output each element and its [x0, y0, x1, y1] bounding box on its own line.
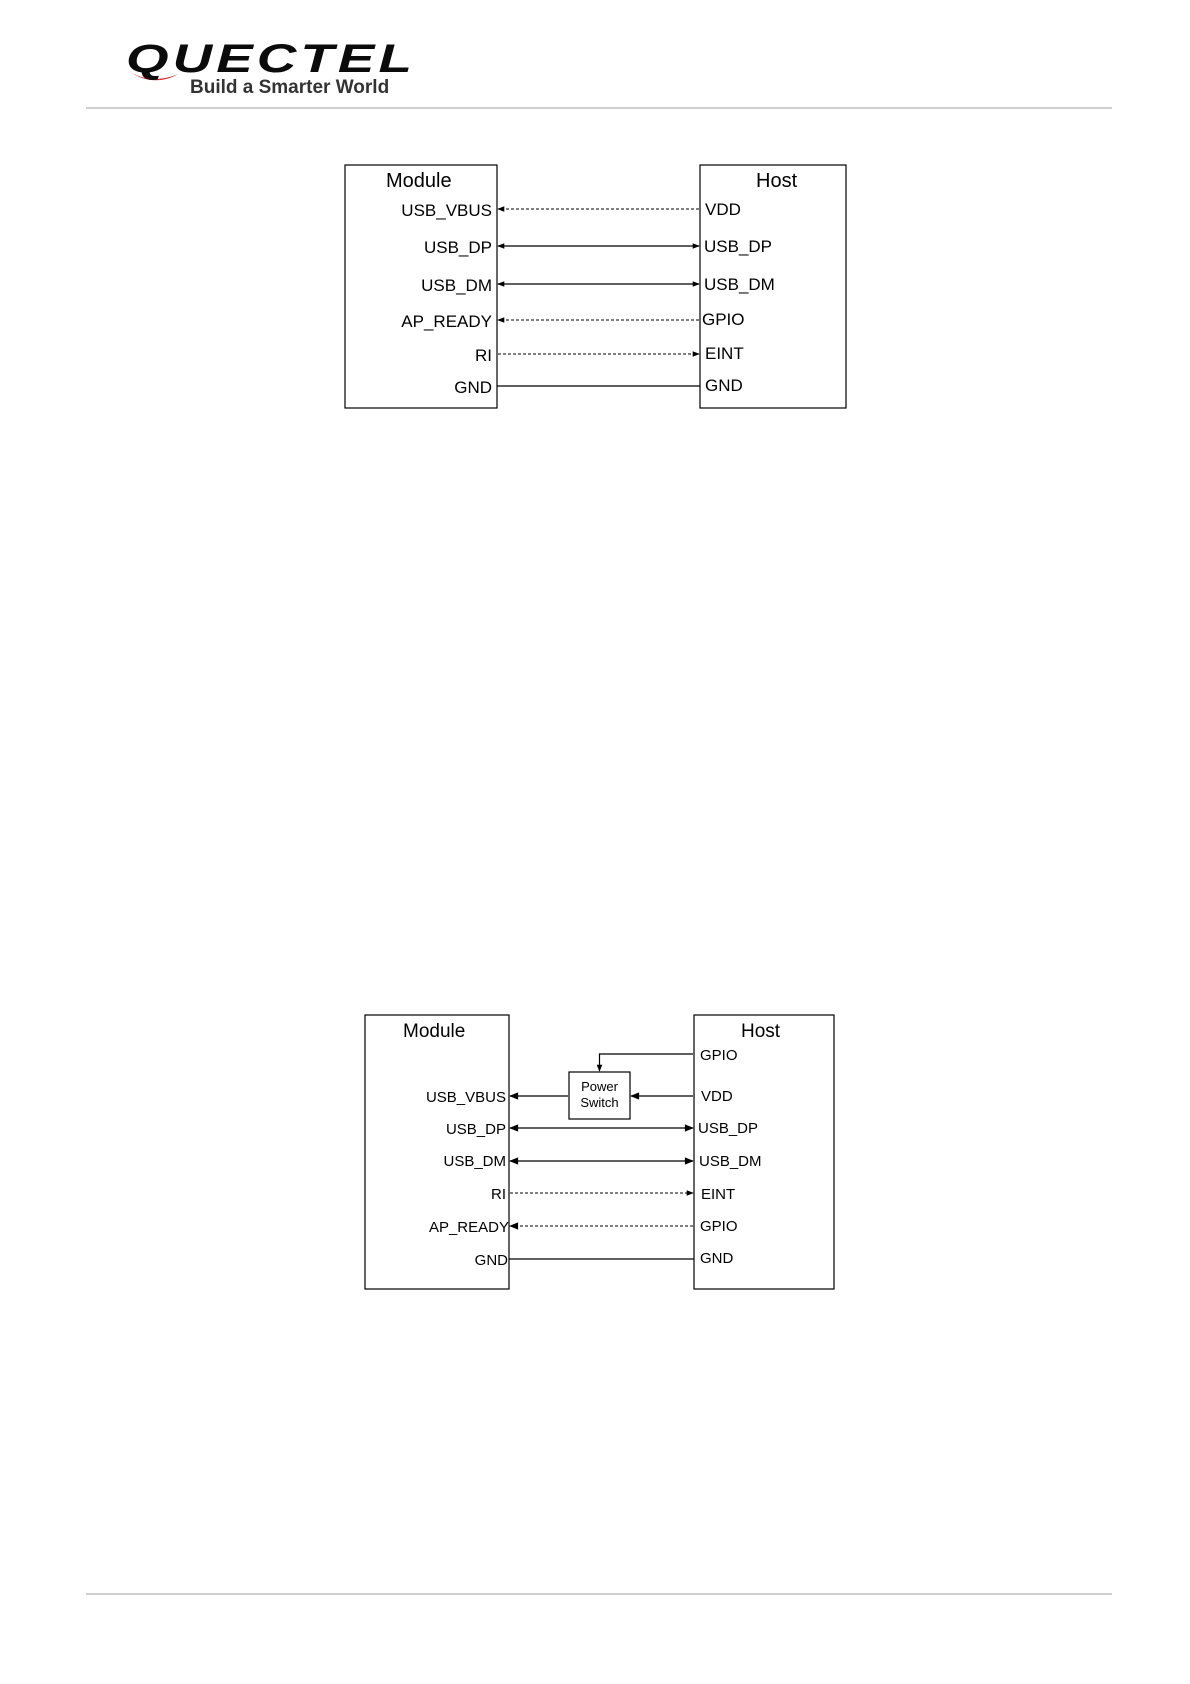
module-pin-gnd: GND — [454, 378, 492, 397]
module-pin-usb-dp: USB_DP — [423, 238, 492, 257]
host-pin-gpio-switch: GPIO — [700, 1047, 738, 1064]
module-pin-usb-vbus: USB_VBUS — [425, 1089, 506, 1106]
module-title: Module — [403, 1021, 466, 1042]
diagram-2 — [365, 1015, 834, 1289]
module-pin-usb-dm: USB_DM — [421, 276, 492, 295]
host-title: Host — [741, 1021, 781, 1042]
host-pin-gnd: GND — [705, 376, 743, 395]
host-pin-gpio: GPIO — [702, 310, 745, 329]
module-pin-ri: RI — [491, 1186, 506, 1203]
module-pin-usb-dm: USB_DM — [443, 1153, 506, 1170]
conn-gpio-to-power-switch — [600, 1054, 694, 1071]
host-pin-usb-dm: USB_DM — [704, 275, 775, 294]
logo-text: QUECTEL — [126, 37, 416, 81]
module-pin-ri: RI — [475, 346, 492, 365]
header — [86, 37, 1112, 108]
module-pin-usb-vbus: USB_VBUS — [401, 201, 492, 220]
host-pin-vdd: VDD — [705, 200, 741, 219]
power-switch-label-line2: Switch — [580, 1095, 619, 1110]
module-pin-gnd: GND — [474, 1252, 508, 1269]
host-pin-gnd: GND — [700, 1250, 734, 1267]
module-pin-usb-dp: USB_DP — [445, 1121, 506, 1138]
diagram-1 — [345, 165, 846, 408]
module-pin-ap-ready: AP_READY — [428, 1219, 509, 1236]
host-pin-usb-dp: USB_DP — [704, 237, 773, 256]
quectel-logo — [126, 37, 416, 98]
module-box — [365, 1015, 509, 1289]
host-pin-usb-dm: USB_DM — [699, 1153, 762, 1170]
host-title: Host — [756, 170, 798, 192]
host-pin-gpio: GPIO — [700, 1218, 738, 1235]
power-switch-label-line1: Power — [581, 1079, 618, 1094]
host-pin-vdd: VDD — [701, 1088, 733, 1105]
host-pin-eint: EINT — [701, 1186, 736, 1203]
module-title: Module — [386, 170, 452, 192]
module-pin-ap-ready: AP_READY — [401, 312, 492, 331]
logo-tagline: Build a Smarter World — [190, 77, 390, 98]
host-pin-eint: EINT — [705, 344, 744, 363]
host-pin-usb-dp: USB_DP — [698, 1120, 759, 1137]
